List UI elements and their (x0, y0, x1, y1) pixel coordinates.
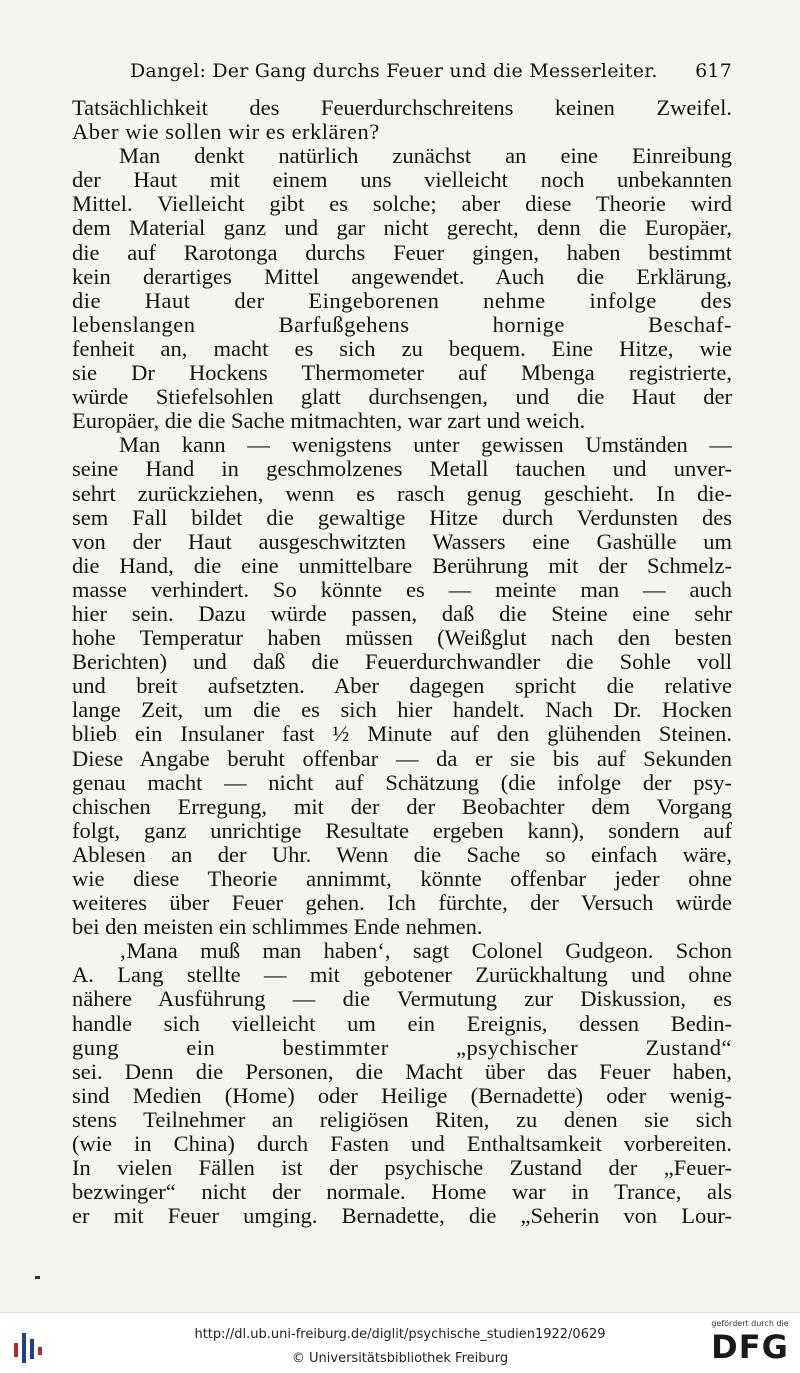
text-line: seine Hand in geschmolzenes Metall tauchen und unver- (72, 457, 732, 482)
text-line: Man denkt natürlich zunächst an eine Einreibung (119, 144, 732, 169)
copyright-notice: © Universitätsbibliothek Freiburg (291, 1351, 509, 1366)
text-line: handle sich vielleicht um ein Ereignis, dessen Bedin- (72, 1011, 732, 1036)
text-line: masse verhindert. So könnte es — meinte man — auch (72, 577, 732, 602)
text-line: A. Lang stellte — mit gebotener Zurückhaltung und ohne (72, 963, 732, 988)
text-line: der Haut mit einem uns vielleicht noch unbekannten (72, 168, 732, 193)
text-line: blieb ein Insulaner fast ½ Minute auf den glühenden Steinen. (72, 722, 732, 747)
dfg-caption: gefördert durch die (711, 1319, 789, 1328)
text-line: und breit aufsetzten. Aber dagegen spricht die relative (72, 674, 732, 699)
text-line: bei den meisten ein schlimmes Ende nehmen. (72, 915, 483, 940)
text-line: die auf Rarotonga durchs Feuer gingen, haben bestimmt (72, 240, 732, 265)
text-line: folgt, ganz unrichtige Resultate ergeben kann), sondern auf (72, 818, 732, 843)
text-line: hohe Temperatur haben müssen (Weißglut nach den besten (72, 626, 732, 651)
text-line: sem Fall bildet die gewaltige Hitze durch Verdunsten des (72, 505, 732, 530)
text-line: kein derartiges Mittel angewendet. Auch die Erklärung, (72, 264, 732, 289)
text-line: er mit Feuer umging. Bernadette, die „Seherin von Lour- (72, 1204, 732, 1229)
text-line: ‚Mana muß man haben‘, sagt Colonel Gudgeon. Schon (119, 939, 732, 964)
text-line: Berichten) und daß die Feuerdurchwandler die Sohle voll (72, 650, 732, 675)
body-text (72, 96, 732, 1228)
text-line: bezwinger“ nicht der normale. Home war in Trance, als (72, 1180, 732, 1205)
text-line: sehrt zurückziehen, wenn es rasch genug geschieht. In die- (72, 481, 732, 506)
text-line: Aber wie sollen wir es erklären? (72, 120, 380, 145)
text-line: nähere Ausführung — die Vermutung zur Diskussion, es (72, 987, 732, 1012)
text-line: chischen Erregung, mit der der Beobachter dem Vorgang (72, 794, 732, 819)
permalink-url[interactable]: http://dl.ub.uni-freiburg.de/diglit/psychische_studien1922/0629 (194, 1327, 606, 1342)
scan-speck (35, 1276, 40, 1279)
text-line: lebenslangen Barfußgehens hornige Beschaf- (72, 312, 732, 337)
text-line: Man kann — wenigstens unter gewissen Umständen — (119, 433, 732, 458)
text-line: Mittel. Vielleicht gibt es solche; aber diese Theorie wird (72, 192, 732, 217)
text-line: Ablesen an der Uhr. Wenn die Sache so einfach wäre, (72, 842, 732, 867)
text-line: hier sein. Dazu würde passen, daß die Steine eine sehr (72, 601, 732, 626)
text-line: die Haut der Eingeborenen nehme infolge des (72, 288, 732, 313)
text-line: dem Material ganz und gar nicht gerecht, denn die Europäer, (72, 216, 732, 241)
text-line: Europäer, die die Sache mitmachten, war zart und weich. (72, 409, 586, 434)
running-header (72, 60, 732, 86)
text-line: (wie in China) durch Fasten und Enthaltsamkeit vorbereiten. (72, 1132, 732, 1157)
text-line: In vielen Fällen ist der psychische Zustand der „Feuer- (72, 1156, 732, 1181)
text-line: gung ein bestimmter „psychischer Zustand“ (72, 1035, 732, 1060)
text-line: von der Haut ausgeschwitzten Wassers eine Gashülle um (72, 529, 732, 554)
dfg-logo (708, 1319, 792, 1371)
text-line: fenheit an, macht es sich zu bequem. Eine Hitze, wie (72, 336, 732, 361)
text-line: genau macht — nicht auf Schätzung (die infolge der psy- (72, 770, 732, 795)
dfg-wordmark: DFG (711, 1328, 789, 1366)
text-line: stens Teilnehmer an religiösen Riten, zu denen sie sich (72, 1107, 732, 1132)
running-title: Dangel: Der Gang durchs Feuer und die Messerleiter. (130, 60, 658, 82)
text-line: weiteres über Feuer gehen. Ich fürchte, der Versuch würde (72, 891, 732, 916)
text-line: sie Dr Hockens Thermometer auf Mbenga registrierte, (72, 361, 732, 386)
text-line: die Hand, die eine unmittelbare Berührung mit der Schmelz- (72, 553, 732, 578)
viewer-footer (0, 1312, 800, 1373)
text-line: sei. Denn die Personen, die Macht über das Feuer haben, (72, 1059, 732, 1084)
page-number: 617 (695, 60, 732, 82)
text-line: sind Medien (Home) oder Heilige (Bernadette) oder wenig- (72, 1083, 732, 1108)
text-line: lange Zeit, um die es sich hier handelt. Nach Dr. Hocken (72, 698, 732, 723)
text-line: Tatsächlichkeit des Feuerdurchschreitens keinen Zweifel. (72, 96, 732, 120)
text-line: wie diese Theorie annimmt, könnte offenbar jeder ohne (72, 867, 732, 891)
text-line: Diese Angabe beruht offenbar — da er sie bis auf Sekunden (72, 746, 732, 771)
text-line: würde Stiefelsohlen glatt durchsengen, und die Haut der (72, 385, 732, 410)
